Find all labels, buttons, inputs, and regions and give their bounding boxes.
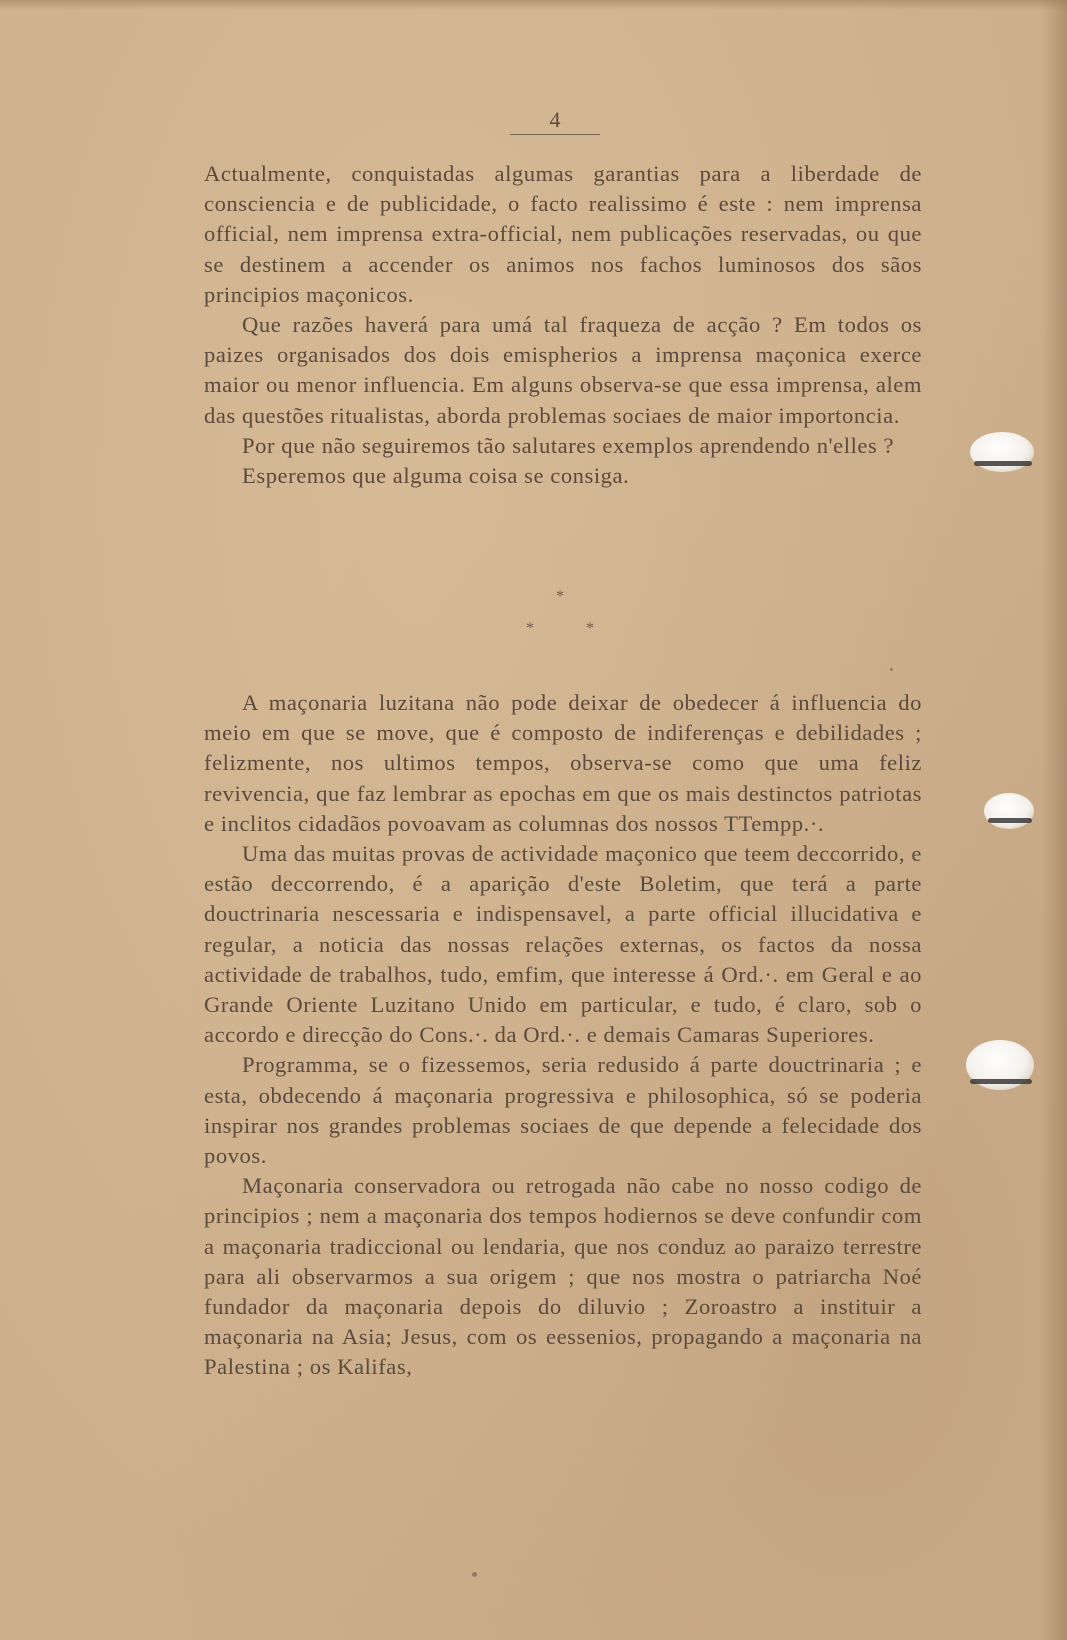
paragraph: Esperemos que alguma coisa se consiga. xyxy=(242,463,630,489)
text-section-1 xyxy=(204,159,922,491)
paper-damage-hole xyxy=(984,793,1034,829)
paper-damage-hole xyxy=(970,432,1034,472)
paragraph: Por que não seguiremos tão salutares exemplos aprendendo n'elles ? xyxy=(242,432,895,458)
paragraph: Programma, se o fizessemos, seria redusido á parte douctrinaria ; e esta, obdecendo á maçonaria progressiva e philosophica, só se poderia inspirar nos grandes problemas sociaes de que depende a felecidade dos povos. xyxy=(204,1052,922,1169)
page-number: 4 xyxy=(510,106,600,135)
section-divider-asterism xyxy=(520,588,600,648)
text-section-2 xyxy=(204,688,922,1383)
page-right-edge xyxy=(1041,0,1067,1640)
asterisk: * xyxy=(586,620,594,637)
paper-damage-hole xyxy=(966,1040,1034,1090)
asterisk: * xyxy=(526,620,534,637)
paper-speck xyxy=(890,668,893,671)
paragraph: Que razões haverá para umá tal fraqueza de acção ? Em todos os paizes organisados dos dois emispherios a imprensa maçonica exerce maior ou menor influencia. Em alguns observa-se que essa imprensa, alem das questões ritualistas, aborda problemas sociaes de maior importoncia. xyxy=(204,312,922,428)
page-top-edge xyxy=(0,0,1067,10)
asterisk: * xyxy=(556,588,564,605)
paragraph: Actualmente, conquistadas algumas garantias para a liberdade de consciencia e de publicidade, o facto realissimo é este : nem imprensa official, nem imprensa extra-official, nem publicações reservadas, ou que se destinem a accender os animos nos fachos luminosos dos sãos principios maçonicos. xyxy=(204,161,922,307)
paragraph: Maçonaria conservadora ou retrogada não cabe no nosso codigo de principios ; nem a maçonaria dos tempos hodiernos se deve confundir com a maçonaria tradiccional ou lendaria, que nos conduz ao paraizo terrestre para ali observarmos a sua origem ; que nos mostra o patriarcha Noé fundador da maçonaria depois do diluvio ; Zoroastro a instituir a maçonaria na Asia; Jesus, com os eessenios, propagando a maçonaria na Palestina ; os Kalifas, xyxy=(204,1173,922,1380)
paper-speck xyxy=(472,1572,477,1577)
paragraph: Uma das muitas provas de actividade maçonico que teem deccorrido, e estão deccorrendo, é a aparição d'este Boletim, que terá a parte douctrinaria nescessaria e indispensavel, a parte official illucidativa e regular, a noticia das nossas relações externas, os factos da nossa actividade de trabalhos, tudo, emfim, que interesse á Ord.·. em Geral e ao Grande Oriente Luzitano Unido em particular, e tudo, é claro, sob o accordo e direcção do Cons.·. da Ord.·. e demais Camaras Superiores. xyxy=(204,841,922,1048)
paragraph: A maçonaria luzitana não pode deixar de obedecer á influencia do meio em que se move, que é composto de indiferenças e debilidades ; felizmente, nos ultimos tempos, observa-se como que uma feliz revivencia, que faz lembrar as epochas em que os mais destinctos patriotas e inclitos cidadãos povoavam as columnas dos nossos TTempp.·. xyxy=(204,690,922,836)
